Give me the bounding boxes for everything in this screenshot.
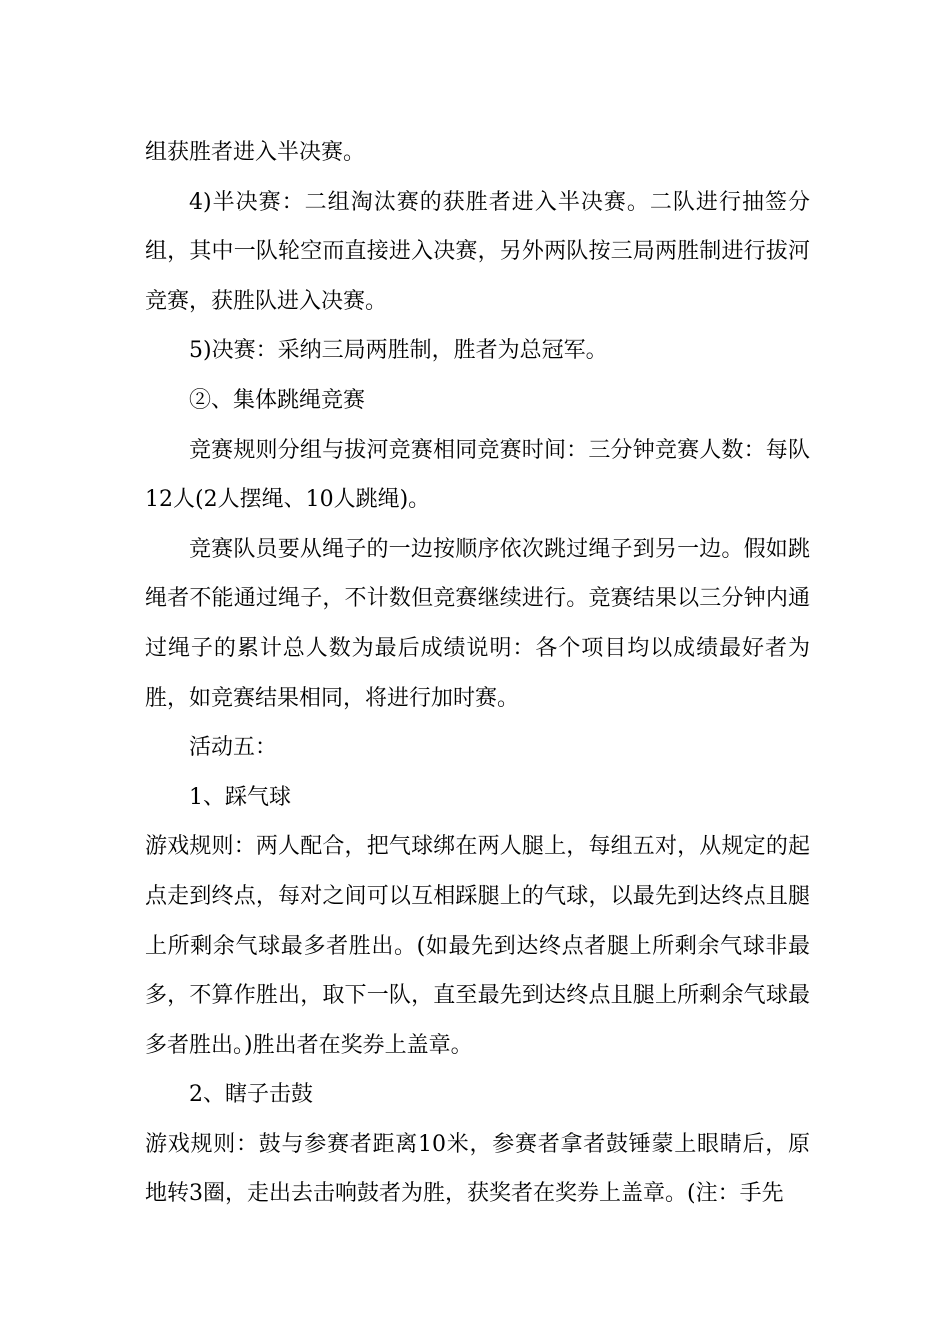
section-heading-activity-five: 活动五： xyxy=(189,735,278,761)
paragraph-2: 4)半决赛：二组淘汰赛的获胜者进入半决赛。二队进行抽签分组，其中一队轮空而直接进入决赛，另外两队按三局两胜制进行拔河竞赛，获胜队进入决赛。 xyxy=(145,189,810,314)
paragraph-balloon-rules: 游戏规则：两人配合，把气球绑在两人腿上，每组五对，从规定的起点走到终点，每对之间可以互相踩腿上的气球，以最先到达终点且腿上所剩余气球最多者胜出。(如最先到达终点者腿上所剩余气球非最多，不算作胜出，取下一队，直至最先到达终点且腿上所剩余气球最多者胜出。)胜出者在奖券上盖章。 xyxy=(145,834,810,1058)
paragraph-6: 竞赛队员要从绳子的一边按顺序依次跳过绳子到另一边。假如跳绳者不能通过绳子，不计数但竞赛继续进行。竞赛结果以三分钟内通过绳子的累计总人数为最后成绩说明：各个项目均以成绩最好者为胜，如竞赛结果相同，将进行加时赛。 xyxy=(145,536,810,711)
paragraph-drum-rules: 游戏规则：鼓与参赛者距离10米，参赛者拿者鼓锤蒙上眼睛后，原地转3圈，走出去击响鼓者为胜，获奖者在奖券上盖章。(注：手先 xyxy=(145,1131,810,1207)
paragraph-1: 组获胜者进入半决赛。 xyxy=(145,140,366,165)
paragraph-5: 竞赛规则分组与拔河竞赛相同竞赛时间：三分钟竞赛人数：每队12人(2人摆绳、10人跳绳)。 xyxy=(145,437,810,513)
item-heading-balloon: 1、踩气球 xyxy=(189,784,291,810)
document-body xyxy=(145,128,810,1219)
section-heading-rope-skipping: ②、集体跳绳竞赛 xyxy=(189,387,366,413)
item-heading-blind-drum: 2、瞎子击鼓 xyxy=(189,1082,313,1108)
paragraph-3: 5)决赛：采纳三局两胜制，胜者为总冠军。 xyxy=(189,338,608,364)
